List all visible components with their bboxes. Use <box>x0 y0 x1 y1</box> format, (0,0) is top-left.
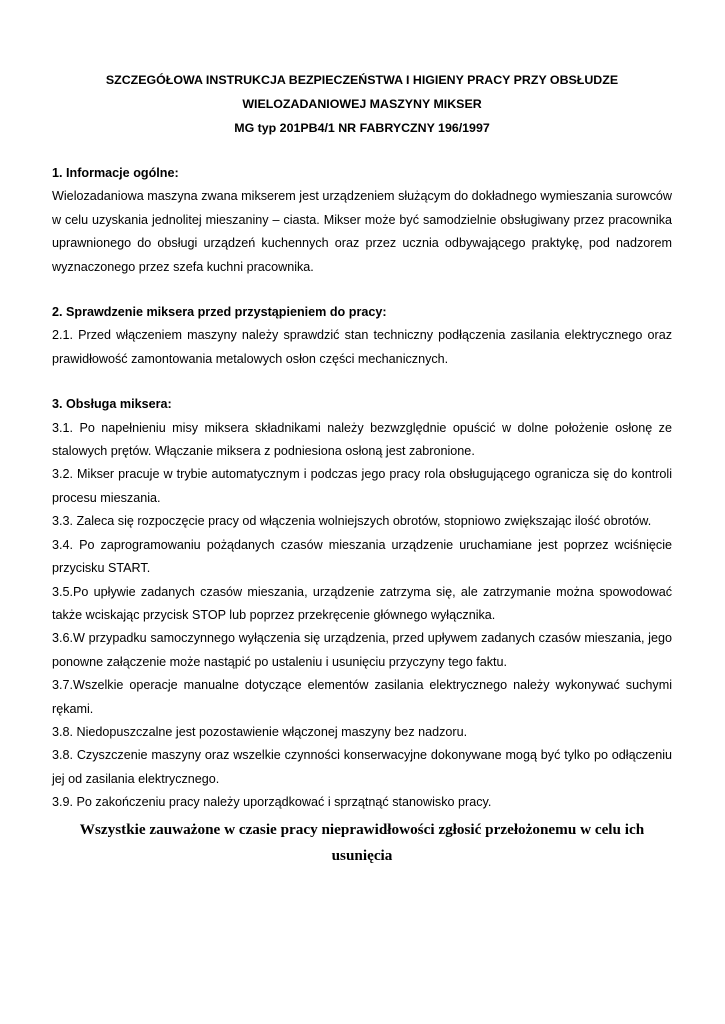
title-line-2: WIELOZADANIOWEJ MASZYNY MIKSER <box>242 97 482 111</box>
paragraph: 3.7.Wszelkie operacje manualne dotyczące elementów zasilania elektrycznego należy wykonywać suchymi rękami. <box>52 678 672 716</box>
paragraph: 3.4. Po zaprogramowaniu pożądanych czasów mieszania urządzenie uruchamiane jest poprzez wciśnięcie przycisku START. <box>52 537 672 576</box>
section-operation <box>52 393 672 814</box>
title-line-1: SZCZEGÓŁOWA INSTRUKCJA BEZPIECZEŃSTWA I HIGIENY PRACY PRZY OBSŁUDZE <box>105 73 619 87</box>
paragraph: 3.9. Po zakończeniu pracy należy uporządkować i sprzątnąć stanowisko pracy. <box>52 795 492 810</box>
paragraph: Wielozadaniowa maszyna zwana mikserem jest urządzeniem służącym do dokładnego wymieszania surowców w celu uzyskania jednolitej mieszaniny – ciasta. Mikser może być samodzielnie obsługiwany przez pracownika uprawnionego do obsługi urządzeń kuchennych oraz przez ucznia odbywającego praktykę, pod nadzorem wyznaczonego przez szefa kuchni pracownika. <box>52 189 672 274</box>
paragraph: 3.3. Zaleca się rozpoczęcie pracy od włączenia wolniejszych obrotów, stopniowo zwiększając ilość obrotów. <box>52 514 652 529</box>
paragraph: 3.1. Po napełnieniu misy miksera składnikami należy bezwzględnie opuścić w dolne położenie osłonę ze stalowych prętów. Włączanie miksera z podniesiona osłoną jest zabronione. <box>52 420 672 459</box>
section-heading: 3. Obsługa miksera: <box>52 397 172 412</box>
title-line-3: MG typ 201PB4/1 NR FABRYCZNY 196/1997 <box>234 121 490 135</box>
paragraph: 2.1. Przed włączeniem maszyny należy sprawdzić stan techniczny podłączenia zasilania elektrycznego oraz prawidłowość zamontowania metalowych osłon części mechanicznych. <box>52 328 672 366</box>
paragraph: 3.6.W przypadku samoczynnego wyłączenia się urządzenia, przed upływem zadanych czasów mieszania, jego ponowne załączenie może nastąpić po ustaleniu i usunięciu przyczyny tego faktu. <box>52 631 672 669</box>
footer-notice: Wszystkie zauważone w czasie pracy nieprawidłowości zgłosić przełożonemu w celu ich usunięcia <box>79 820 645 864</box>
section-heading: 1. Informacje ogólne: <box>52 166 179 180</box>
paragraph: 3.5.Po upływie zadanych czasów mieszania, urządzenie zatrzyma się, ale zatrzymanie można spowodować także wciskając przycisk STOP lub poprzez przekręcenie głównego wyłącznika. <box>52 584 672 622</box>
paragraph: 3.8. Niedopuszczalne jest pozostawienie włączonej maszyny bez nadzoru. <box>52 724 468 739</box>
section-heading: 2. Sprawdzenie miksera przed przystąpieniem do pracy: <box>52 305 387 320</box>
section-general-info <box>52 162 672 279</box>
document-title <box>52 68 672 140</box>
paragraph: 3.2. Mikser pracuje w trybie automatycznym i podczas jego pracy rola obsługującego ogranicza się do kontroli procesu mieszania. <box>52 467 672 505</box>
section-pre-check <box>52 301 672 371</box>
paragraph: 3.8. Czyszczenie maszyny oraz wszelkie czynności konserwacyjne dokonywane mogą być tylko po odłączeniu jej od zasilania elektrycznego. <box>52 748 672 786</box>
